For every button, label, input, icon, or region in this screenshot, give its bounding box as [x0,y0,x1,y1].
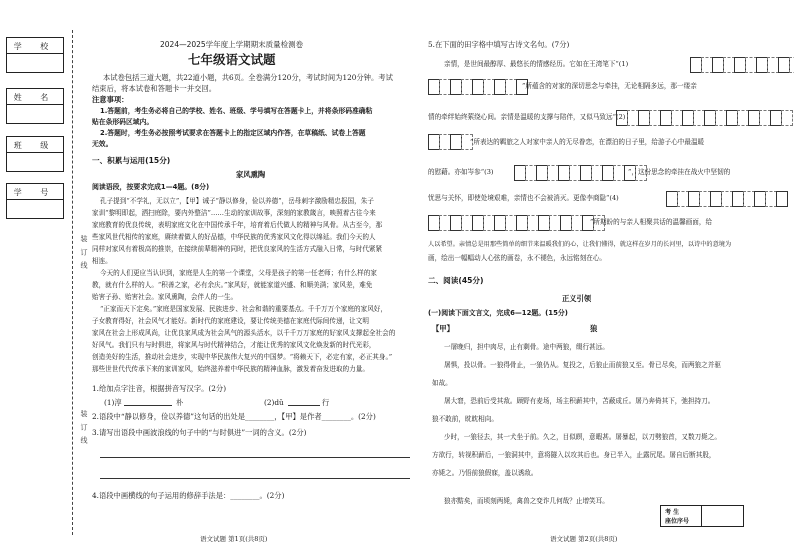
classical-line: 狼不敢前，眈眈相向。 [432,415,498,423]
question-1a: (1)淳 [104,398,122,407]
para1-line: 家训“黎明即起，洒扫庭除，要内外整洁”……生动的家训故事，深刻的家教箴言，映照着古往今来 [92,209,376,217]
poem-grid-1[interactable] [690,57,794,73]
poem-line-9: 人以希望。亲情总是用那些简单的细节来温暖我们的心，让我们懂得，就这样在岁月的长河里，以诗中的意境为 [428,241,732,248]
question-2: 2.语段中“静以修身，俭以养德”这句话的出处是________，【甲】是作者________。(2分) [92,412,376,421]
passage-title: 家风熏陶 [236,170,266,179]
question-3: 3.请写出语段中画波浪线的句子中的“与时俱进”一词的含义。(2分) [92,428,307,437]
passage-jia-label: 【甲】 [432,324,454,333]
poem-line-5: 的慰藉。亦如岑参“(3) [428,168,494,176]
poem-line-6: ”，这份思念的牵挂在战火中坚韧的 [628,168,731,176]
passage-jia-title: 狼 [590,324,598,333]
poem-grid-2b[interactable] [428,134,472,150]
classical-line: 狼亦黠矣，而顷刻两毙，禽兽之变诈几何哉？止增笑耳。 [444,497,609,505]
footer-left: 语文试题 第1页(共8页) [200,535,268,543]
question-4: 4.语段中画横线的句子运用的修辞手法是：________。(2分) [92,491,285,500]
question-5: 5.在下面的田字格中填写古诗文名句。(7分) [428,40,570,49]
question-1: 1.给加点字注音，根据拼音写汉字。(2分) [92,384,227,393]
answer-blank-1a[interactable] [124,405,172,406]
seat-label-2: 座位序号 [665,518,690,525]
student-number-field[interactable] [6,183,64,219]
classical-line: 一屠晚归，担中肉尽，止有剩骨。途中两狼，缀行甚远。 [444,343,609,351]
passage2-title: 正义引领 [562,294,592,303]
question-1b: (2)dǔ [264,398,284,407]
section1-instruction: 阅读语段，按要求完成1—4题。(8分) [92,183,210,191]
poem-grid-4[interactable] [666,191,787,207]
question-1b-end: 行 [322,398,330,407]
seat-label-1: 考 生 [665,509,680,516]
para2-line: 教，就有什么样的人。“积善之家，必有余庆。”家风好，就能家道兴盛、和顺美满；家风差，难免 [92,281,373,289]
notice-heading: 注意事项： [92,95,129,104]
school-label: 学 校 [13,42,57,51]
answer-line-3b[interactable] [100,478,410,479]
school-field[interactable] [6,37,64,73]
name-label: 姓 名 [13,93,57,102]
poem-line-4: ”所表达的羁旅之人对家中亲人的无尽眷恋，在漂泊的日子里，给游子心中最温暖 [470,138,705,146]
poem-grid-3[interactable] [514,165,646,181]
classical-line: 亦毙之。乃悟前狼假寐，盖以诱敌。 [432,469,538,477]
classical-line: 少时，一狼径去，其一犬坐于前。久之，目似瞑，意暇甚。屠暴起，以刀劈狼首，又数刀毙之。 [444,433,721,441]
name-field[interactable] [6,88,64,124]
poem-grid-1b[interactable] [428,79,527,95]
footer-right: 语文试题 第2页(共8页) [550,535,618,543]
notice-1b: 贴在条形码区域内。 [92,118,154,126]
classical-line: 如故。 [432,379,452,387]
poem-line-1: 亲情，是世间最醇厚、最悠长的情感经历。它如在王湾笔下“(1) [444,60,629,68]
para3-line: 创造美好的生活，推动社会进步，实现中华民族伟大复兴的中国梦。“将赖天下，必定有家，必正其身。” [92,353,393,361]
answer-line-3a[interactable] [100,457,410,458]
class-field[interactable] [6,136,64,172]
para3-line: 子女教育得好，社会风气才能好。新时代的家庭建设，要让传统美德在家庭代际间传递，让文明 [92,317,369,325]
classical-line: 方欲行，转视积薪后，一狼洞其中，意将隧入以攻其后也。身已半入，止露尻尾。屠自后断其股， [432,451,716,459]
notice-1a: 1.答题前，考生务必将自己的学校、姓名、班级、学号填写在答题卡上，并将条形码准确粘 [100,107,373,115]
class-label: 班 级 [13,141,57,150]
poem-line-2: ”所蕴含的对家的深切思念与牵挂，无论相隔多远，那一缕亲 [522,82,697,90]
para3-line: 那些世世代代传承下来的家训家风，始终滋养着中华民族的精神血脉，激发着奋发进取的力量。 [92,365,369,373]
para3-line: 家风在社会上形成风尚，让优良家风成为社会风气的源头活水，以千千万万家庭的好家风支撑起全社会的 [92,329,396,337]
notice-2b: 无效。 [92,140,113,148]
poem-grid-4b[interactable] [428,215,604,231]
exam-subtitle: 2024—2025学年度上学期期末质量检测卷 [160,40,304,49]
question-1a-end: 朴 [176,398,184,407]
binding-seal-top: 装 订 线 [80,235,88,271]
poem-line-7: 忧思与关怀，即使处境艰难，亲情也不会被消灭。更像李商隐“(4) [428,194,619,202]
section1-heading: 一、积累与运用(15分) [92,156,171,165]
para1-line: 家庭教育的优良传统，表明家庭文化在中国传承千年，培育着后代做人的精神与风骨。从古至今，那 [92,221,383,229]
classical-line: 屠惧，投以骨。一狼得骨止，一狼仍从。复投之，后狼止而前狼又至。骨已尽矣，而两狼之并驱 [444,361,721,369]
para2-line: 今天的人们更应当认识到，家庭是人生的第一个课堂，父母是孩子的第一任老师；有什么样的家 [100,269,377,277]
seat-number-box[interactable] [660,505,744,527]
classical-line: 屠大窘，恐前后受其敌。顾野有麦场，场主积薪其中，苫蔽成丘。屠乃奔倚其下，弛担持刀。 [444,397,715,405]
notice-2a: 2.答题时，考生务必按照考试要求在答题卡上的指定区域内作答，在草稿纸、试卷上答题 [100,129,366,137]
para3-line: “正家而天下定矣。”家庭是国家发展、民族进步、社会和谐的重要基点。千千万万个家庭的家风好， [100,305,387,313]
para1-line: 相连。 [92,257,112,265]
exam-title: 七年级语文试题 [188,52,276,67]
para2-line: 贻害子孙、贻害社会。家风熏陶，会伴人的一生。 [92,293,238,301]
para1-line: 些家风世代相传的家庭，赓续着做人的好品德，中华民族的优秀家风文化得以绵延。我们今天的人 [92,233,376,241]
para1-line: 孔子提到“不学礼，无以立”，【甲】诫子“静以修身，俭以养德”，岳母刺字激励精忠报国，朱子 [100,197,374,205]
binding-line [72,30,73,535]
poem-line-8: ”所期盼的与亲人相聚共话的温馨画面，给 [590,218,713,226]
answer-blank-1b[interactable] [288,405,320,406]
intro-line-2: 结束后，将本试卷和答题卡一并交回。 [92,84,217,93]
para1-line: 同样对家风有着极高的推崇，在接续前辈精神的同时，把优良家风的生活方式融入日常，与时代紧紧 [92,245,383,253]
poem-line-10: 画，绘出一幅幅动人心弦的画卷，永不褪色，永远铭刻在心。 [428,254,607,262]
poem-grid-2[interactable] [616,110,792,126]
section2-heading: 二、阅读(45分) [428,276,484,285]
poem-line-3: 情的牵绊始终萦绕心间。亲情是温暖的支撑与陪伴，又似马致远“(2) [428,113,626,121]
intro-line-1: 本试卷包括三道大题，共22道小题，共6页。全卷满分120分，考试时间为120分钟。考试 [103,73,393,82]
para3-line: 好风气。我们只有与时俱进，将家风与时代精神结合，才能让优秀的家风文化焕发新的时代光彩， [92,341,376,349]
section2-instruction: (一)阅读下面文言文，完成6—12题。(15分) [428,309,568,317]
binding-seal-bottom: 装 订 线 [80,410,88,446]
student-number-label: 学 号 [13,188,57,197]
